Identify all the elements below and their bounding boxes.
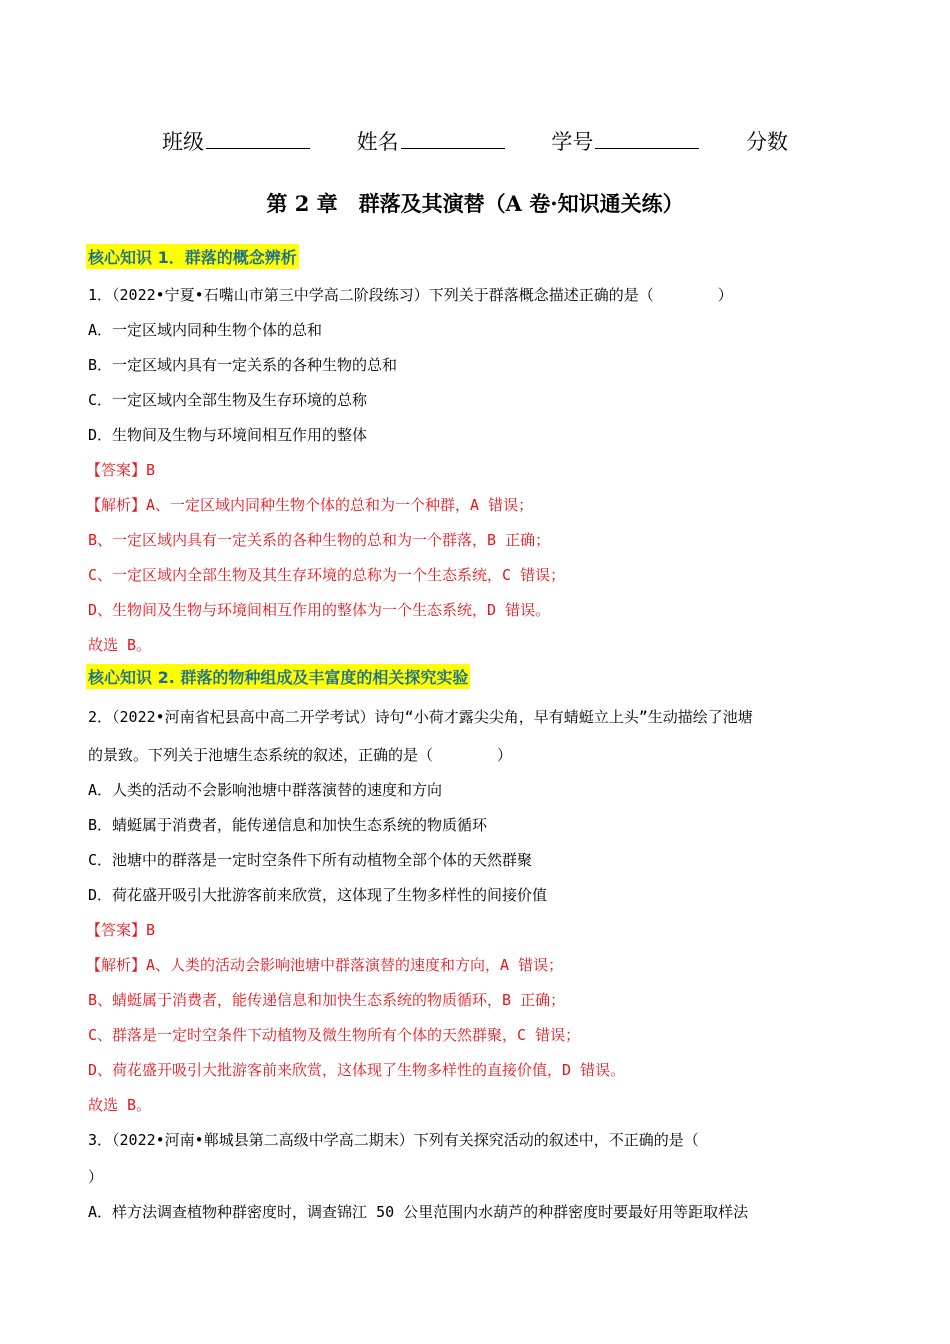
- question-1-option-d: D．生物间及生物与环境间相互作用的整体: [88, 426, 368, 444]
- student-info-row: [0, 126, 950, 156]
- student-id-label: 学号: [551, 130, 594, 154]
- name-blank[interactable]: [401, 128, 505, 149]
- question-2-stem-end: ）: [497, 746, 513, 764]
- question-1-analysis-b: B、一定区域内具有一定关系的各种生物的总和为一个群落，B 正确；: [88, 531, 551, 549]
- question-1-analysis-d: D、生物间及生物与环境间相互作用的整体为一个生态系统，D 错误。: [88, 601, 551, 619]
- question-1-option-b: B．一定区域内具有一定关系的各种生物的总和: [88, 356, 398, 374]
- question-1-option-a: A．一定区域内同种生物个体的总和: [88, 321, 323, 339]
- question-2-option-b: B．蜻蜓属于消费者，能传递信息和加快生态系统的物质循环: [88, 816, 488, 834]
- question-2-option-a: A．人类的活动不会影响池塘中群落演替的速度和方向: [88, 781, 443, 799]
- question-2-stem-line2-text: 的景致。下列关于池塘生态系统的叙述，正确的是（: [88, 746, 434, 764]
- name-label: 姓名: [356, 130, 399, 154]
- name-field: [357, 126, 505, 156]
- question-2-analysis-b: B、蜻蜓属于消费者，能传递信息和加快生态系统的物质循环，B 正确；: [88, 991, 566, 1009]
- question-1-stem: [88, 284, 733, 305]
- question-2-option-c: C．池塘中的群落是一定时空条件下所有动植物全部个体的天然群聚: [88, 851, 533, 869]
- chapter-title: 第 2 章 群落及其演替（A 卷·知识通关练）: [266, 191, 684, 216]
- question-2-option-d: D．荷花盛开吸引大批游客前来欣赏，这体现了生物多样性的间接价值: [88, 886, 548, 904]
- question-1-answer: 【答案】B: [86, 461, 156, 479]
- question-3-stem: 3．（2022•河南•郸城县第二高级中学高二期末）下列有关探究活动的叙述中，不正确的是（: [88, 1131, 699, 1149]
- question-1-stem-end: ）: [717, 286, 733, 304]
- class-blank[interactable]: [206, 128, 310, 149]
- question-2-answer: 【答案】B: [86, 921, 156, 939]
- question-1-analysis-c: C、一定区域内全部生物及其生存环境的总称为一个生态系统，C 错误；: [88, 566, 566, 584]
- question-2-stem-line2: [88, 744, 512, 765]
- question-1-conclusion: 故选 B。: [88, 636, 152, 654]
- question-2-analysis-a: 【解析】A、人类的活动会影响池塘中群落演替的速度和方向，A 错误；: [86, 956, 564, 974]
- score-field: [746, 126, 788, 156]
- question-1-analysis-a: 【解析】A、一定区域内同种生物个体的总和为一个种群，A 错误；: [86, 496, 534, 514]
- section-heading-2: 核心知识 2. 群落的物种组成及丰富度的相关探究实验: [86, 664, 470, 689]
- question-1-stem-text: 1．（2022•宁夏•石嘴山市第三中学高二阶段练习）下列关于群落概念描述正确的是（: [88, 286, 654, 304]
- question-1-option-c: C．一定区域内全部生物及生存环境的总称: [88, 391, 368, 409]
- question-3-stem-line2: ）: [88, 1168, 104, 1186]
- score-label: 分数: [746, 130, 789, 154]
- question-2-analysis-d: D、荷花盛开吸引大批游客前来欣赏，这体现了生物多样性的直接价值，D 错误。: [88, 1061, 626, 1079]
- question-2-analysis-c: C、群落是一定时空条件下动植物及微生物所有个体的天然群聚，C 错误；: [88, 1026, 581, 1044]
- student-id-blank[interactable]: [595, 128, 699, 149]
- question-2-conclusion: 故选 B。: [88, 1096, 152, 1114]
- question-2-stem: 2．（2022•河南省杞县高中高二开学考试）诗句“小荷才露尖尖角，早有蜻蜓立上头”生动描绘了池塘: [88, 708, 753, 726]
- question-3-option-a: A．样方法调查植物种群密度时，调查锦江 50 公里范围内水葫芦的种群密度时要最好用等距取样法: [88, 1203, 749, 1221]
- class-label: 班级: [161, 130, 204, 154]
- student-id-field: [551, 126, 699, 156]
- class-field: [162, 126, 310, 156]
- section-heading-1: 核心知识 1．群落的概念辨析: [86, 244, 299, 269]
